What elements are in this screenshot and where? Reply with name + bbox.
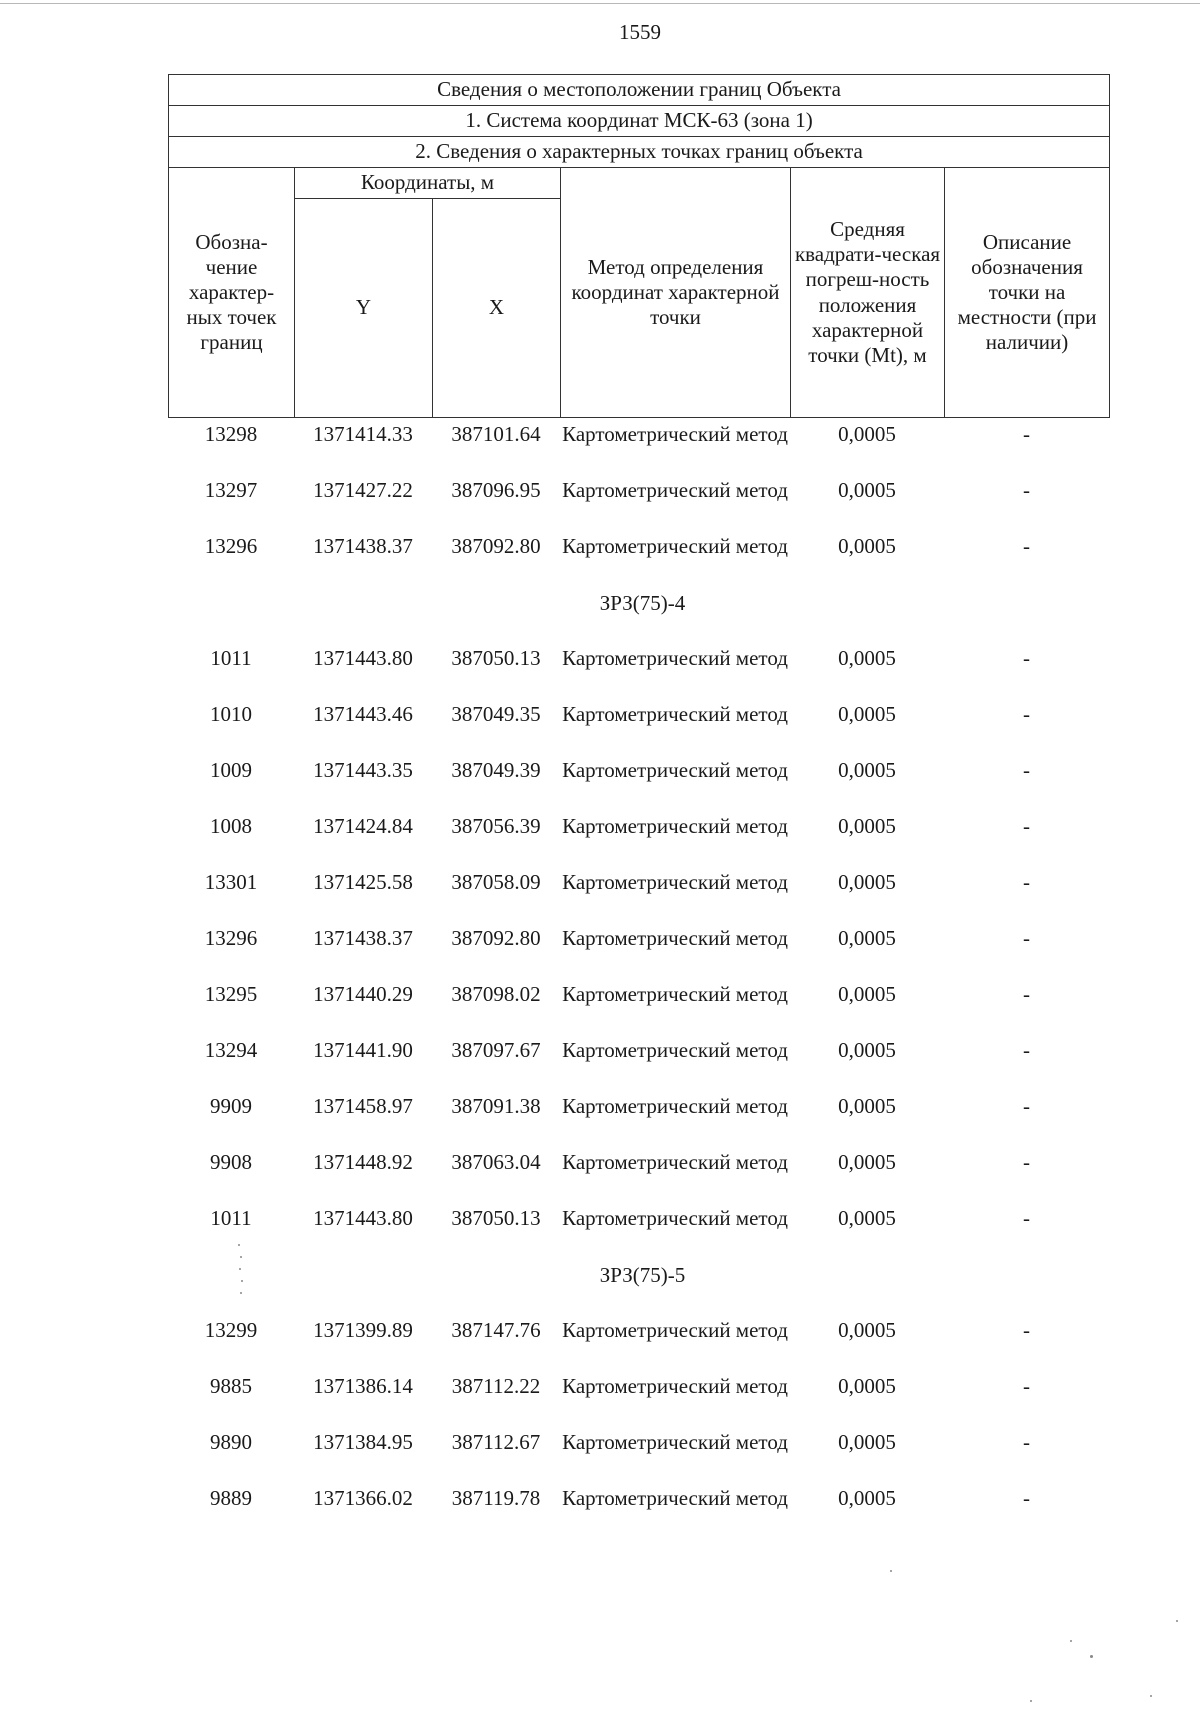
table-title: Сведения о местоположении границ Объекта (169, 75, 1110, 106)
scan-speck (240, 1256, 242, 1258)
error-cell: 0,0005 (838, 702, 896, 726)
description-cell: - (1023, 1150, 1030, 1174)
x-cell: 387092.80 (451, 534, 541, 558)
y-cell: 1371414.33 (313, 422, 413, 446)
coordinates-table-body (168, 420, 1109, 1540)
x-cell: 387096.95 (451, 478, 541, 502)
y-cell: 1371443.80 (313, 1206, 413, 1230)
scan-speck (241, 1280, 243, 1282)
scan-speck (1030, 1700, 1032, 1702)
table-row (168, 1036, 1109, 1092)
point-id-cell: 1010 (210, 702, 252, 726)
point-id-cell: 13294 (204, 1038, 258, 1062)
description-cell: - (1023, 1094, 1030, 1118)
point-id-cell: 13296 (204, 534, 258, 558)
y-cell: 1371441.90 (313, 1038, 413, 1062)
description-cell: - (1023, 1038, 1030, 1062)
x-cell: 387049.35 (451, 702, 541, 726)
point-id-cell: 9890 (210, 1430, 252, 1454)
description-cell: - (1023, 478, 1030, 502)
point-id-cell: 13296 (204, 926, 258, 950)
point-id-cell: 13299 (204, 1318, 258, 1342)
scan-speck (240, 1292, 242, 1294)
error-cell: 0,0005 (838, 534, 896, 558)
header-error: Средняя квадрати-ческая погреш-ность положения характерной точки (Mt), м (794, 216, 941, 367)
point-id-cell: 1011 (210, 646, 252, 670)
rows-group-1 (168, 644, 1109, 1260)
y-cell: 1371448.92 (313, 1150, 413, 1174)
description-cell: - (1023, 1318, 1030, 1342)
description-cell: - (1023, 814, 1030, 838)
error-cell: 0,0005 (838, 1150, 896, 1174)
y-cell: 1371399.89 (313, 1318, 413, 1342)
header-point-id: Обозна-чение характер-ных точек границ (186, 229, 277, 355)
method-cell: Картометрический метод (562, 1038, 788, 1062)
error-cell: 0,0005 (838, 1486, 896, 1510)
point-id-cell: 9908 (210, 1150, 252, 1174)
y-cell: 1371443.46 (313, 702, 413, 726)
table-row (168, 700, 1109, 756)
table-row (168, 1148, 1109, 1204)
point-id-cell: 1008 (210, 814, 252, 838)
method-cell: Картометрический метод (562, 926, 788, 950)
method-cell: Картометрический метод (562, 534, 788, 558)
method-cell: Картометрический метод (562, 1094, 788, 1118)
description-cell: - (1023, 422, 1030, 446)
rows-group-2 (168, 1316, 1109, 1540)
description-cell: - (1023, 870, 1030, 894)
table-row (168, 980, 1109, 1036)
description-cell: - (1023, 1430, 1030, 1454)
method-cell: Картометрический метод (562, 1430, 788, 1454)
point-id-cell: 1009 (210, 758, 252, 782)
description-cell: - (1023, 758, 1030, 782)
x-cell: 387098.02 (451, 982, 541, 1006)
method-cell: Картометрический метод (562, 702, 788, 726)
y-cell: 1371443.35 (313, 758, 413, 782)
y-cell: 1371438.37 (313, 926, 413, 950)
method-cell: Картометрический метод (562, 1374, 788, 1398)
x-cell: 387119.78 (451, 1486, 541, 1510)
table-row (168, 1092, 1109, 1148)
y-cell: 1371443.80 (313, 646, 413, 670)
method-cell: Картометрический метод (562, 814, 788, 838)
point-id-cell: 9909 (210, 1094, 252, 1118)
y-cell: 1371384.95 (313, 1430, 413, 1454)
group-heading-1: ЗРЗ(75)-4 (599, 591, 686, 615)
description-cell: - (1023, 702, 1030, 726)
y-cell: 1371424.84 (313, 814, 413, 838)
x-cell: 387112.67 (451, 1430, 541, 1454)
table-row (168, 1428, 1109, 1484)
y-cell: 1371458.97 (313, 1094, 413, 1118)
header-method: Метод определения координат характерной точки (571, 254, 780, 330)
table-row (168, 420, 1109, 476)
scan-speck (239, 1268, 241, 1270)
table-row (168, 812, 1109, 868)
error-cell: 0,0005 (838, 422, 896, 446)
description-cell: - (1023, 1206, 1030, 1230)
x-cell: 387112.22 (451, 1374, 541, 1398)
description-cell: - (1023, 1486, 1030, 1510)
x-cell: 387063.04 (451, 1150, 541, 1174)
table-row (168, 476, 1109, 532)
table-row (168, 868, 1109, 924)
point-id-cell: 9885 (210, 1374, 252, 1398)
error-cell: 0,0005 (838, 478, 896, 502)
x-cell: 387058.09 (451, 870, 541, 894)
x-cell: 387092.80 (451, 926, 541, 950)
error-cell: 0,0005 (838, 1094, 896, 1118)
header-coordinates: Координаты, м (295, 168, 561, 199)
table-row (168, 1372, 1109, 1428)
description-cell: - (1023, 926, 1030, 950)
method-cell: Картометрический метод (562, 646, 788, 670)
table-row (168, 1204, 1109, 1260)
method-cell: Картометрический метод (562, 870, 788, 894)
header-y: Y (295, 199, 433, 418)
y-cell: 1371427.22 (313, 478, 413, 502)
error-cell: 0,0005 (838, 870, 896, 894)
method-cell: Картометрический метод (562, 1318, 788, 1342)
x-cell: 387101.64 (451, 422, 541, 446)
error-cell: 0,0005 (838, 1374, 896, 1398)
point-id-cell: 13295 (204, 982, 258, 1006)
coordinates-table-header (168, 74, 1109, 418)
rows-top (168, 420, 1109, 588)
description-cell: - (1023, 646, 1030, 670)
error-cell: 0,0005 (838, 1206, 896, 1230)
error-cell: 0,0005 (838, 758, 896, 782)
scan-speck (1090, 1655, 1093, 1658)
method-cell: Картометрический метод (562, 478, 788, 502)
coordinate-system: 1. Система координат МСК-63 (зона 1) (169, 106, 1110, 137)
table-row (168, 1316, 1109, 1372)
error-cell: 0,0005 (838, 926, 896, 950)
group-heading-2: ЗРЗ(75)-5 (599, 1263, 686, 1287)
method-cell: Картометрический метод (562, 1206, 788, 1230)
point-id-cell: 9889 (210, 1486, 252, 1510)
error-cell: 0,0005 (838, 646, 896, 670)
x-cell: 387097.67 (451, 1038, 541, 1062)
table-row (168, 924, 1109, 980)
table-row (168, 756, 1109, 812)
y-cell: 1371386.14 (313, 1374, 413, 1398)
description-cell: - (1023, 982, 1030, 1006)
scan-edge-line (0, 3, 1200, 4)
x-cell: 387091.38 (451, 1094, 541, 1118)
header-x: X (433, 199, 561, 418)
error-cell: 0,0005 (838, 1430, 896, 1454)
scan-speck (238, 1244, 240, 1246)
table-row (168, 532, 1109, 588)
point-id-cell: 1011 (210, 1206, 252, 1230)
x-cell: 387050.13 (451, 1206, 541, 1230)
y-cell: 1371440.29 (313, 982, 413, 1006)
x-cell: 387056.39 (451, 814, 541, 838)
point-id-cell: 13301 (204, 870, 258, 894)
scan-speck (1150, 1695, 1152, 1697)
table-row (168, 644, 1109, 700)
error-cell: 0,0005 (838, 1038, 896, 1062)
point-id-cell: 13298 (204, 422, 258, 446)
method-cell: Картометрический метод (562, 422, 788, 446)
x-cell: 387049.39 (451, 758, 541, 782)
page-number: 1559 (619, 20, 661, 44)
method-cell: Картометрический метод (562, 982, 788, 1006)
description-cell: - (1023, 534, 1030, 558)
description-cell: - (1023, 1374, 1030, 1398)
header-description: Описание обозначения точки на местности (при наличии) (957, 229, 1097, 355)
section-title: 2. Сведения о характерных точках границ объекта (169, 137, 1110, 168)
y-cell: 1371438.37 (313, 534, 413, 558)
error-cell: 0,0005 (838, 1318, 896, 1342)
method-cell: Картометрический метод (562, 1486, 788, 1510)
table-row (168, 1484, 1109, 1540)
scan-speck (1176, 1620, 1178, 1622)
error-cell: 0,0005 (838, 814, 896, 838)
point-id-cell: 13297 (204, 478, 258, 502)
scan-speck (890, 1570, 892, 1572)
error-cell: 0,0005 (838, 982, 896, 1006)
y-cell: 1371425.58 (313, 870, 413, 894)
x-cell: 387147.76 (451, 1318, 541, 1342)
x-cell: 387050.13 (451, 646, 541, 670)
method-cell: Картометрический метод (562, 758, 788, 782)
y-cell: 1371366.02 (313, 1486, 413, 1510)
scan-speck (1070, 1640, 1072, 1642)
method-cell: Картометрический метод (562, 1150, 788, 1174)
